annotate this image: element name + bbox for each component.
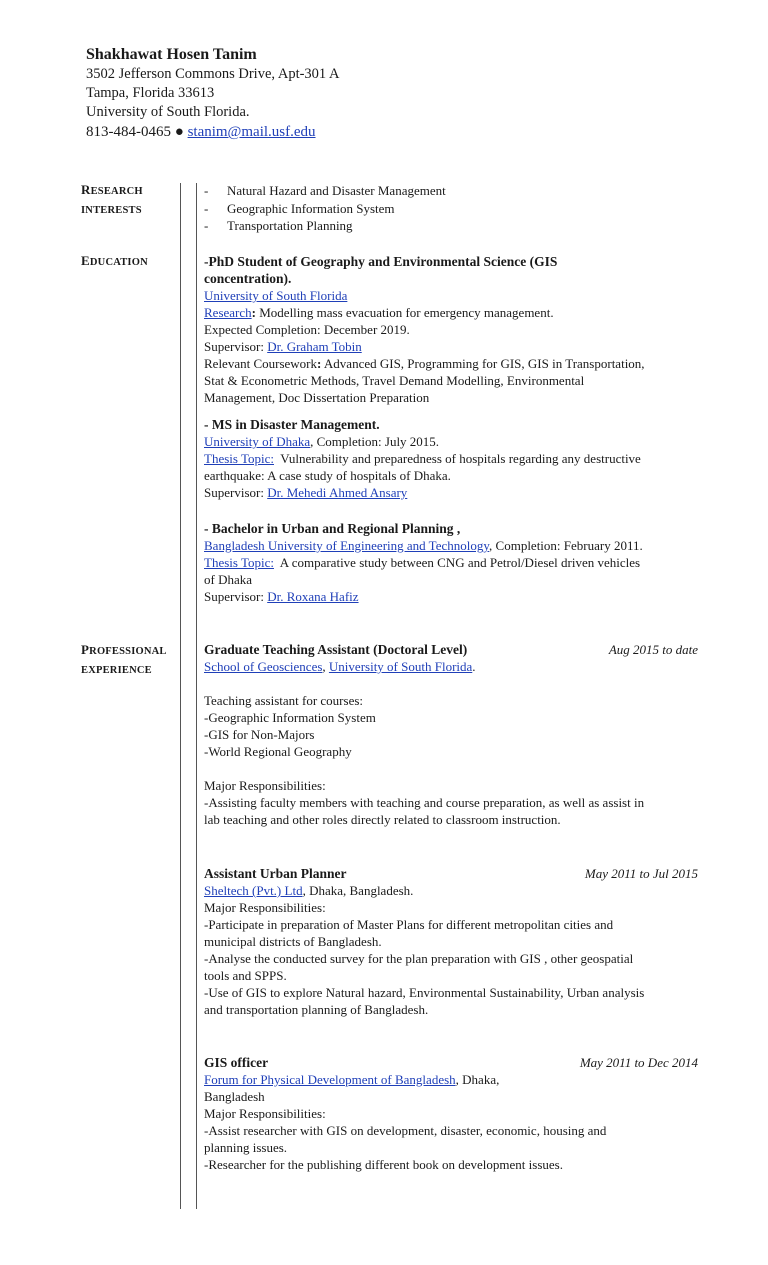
ms-title: - MS in Disaster Management.: [204, 417, 380, 432]
gis-date: May 2011 to Dec 2014: [579, 1055, 698, 1070]
gta-university-link[interactable]: University of South Florida: [328, 659, 473, 674]
gta-resp-label: Major Responsibilities:: [204, 778, 326, 793]
list-item: -Researcher for the publishing different book on development issues.: [204, 1157, 563, 1172]
gta-school-link[interactable]: School of Geosciences: [204, 659, 323, 674]
ms-thesis: Thesis Topic: Vulnerability and preparedness of hospitals regarding any destructive: [204, 451, 641, 466]
planner-date: May 2011 to Jul 2015: [584, 866, 698, 881]
bullet-separator: ●: [174, 124, 184, 140]
bachelor-thesis-line-2: of Dhaka: [204, 572, 253, 587]
bachelor-supervisor: Supervisor: Dr. Roxana Hafiz: [204, 589, 359, 604]
phd-coursework-line-2: Stat & Econometric Methods, Travel Demand Modelling, Environmental: [204, 373, 585, 388]
gis-resp-label: Major Responsibilities:: [204, 1106, 326, 1121]
phd-supervisor-link[interactable]: Dr. Graham Tobin: [267, 339, 362, 354]
address-line-1: 3502 Jefferson Commons Drive, Apt-301 A: [86, 66, 340, 82]
list-item: - Transportation Planning: [204, 218, 353, 233]
gta-resp-line-1: -Assisting faculty members with teaching and course preparation, as well as assist in: [204, 795, 645, 810]
email-link[interactable]: stanim@mail.usf.edu: [187, 124, 316, 140]
list-item: municipal districts of Bangladesh.: [204, 934, 382, 949]
list-item: -Participate in preparation of Master Plans for different metropolitan cities and: [204, 917, 614, 932]
experience-planner: Assistant Urban Planner May 2011 to Jul 2015 Sheltech (Pvt.) Ltd, Dhaka, Bangladesh. Major Responsibilities: -Participate in preparation of Master Plans for different metropolitan cities and municipal districts of Bangladesh. -Analyse the conducted survey for the plan preparation with GIS , other geospatial tools and SPPS. -Use of GIS to explore Natural hazard, Environmental Sustainability, Urban analysis and transportation planning of Bangladesh.: [204, 866, 698, 1017]
university-line: University of South Florida.: [86, 104, 250, 120]
address-line-2: Tampa, Florida 33613: [86, 85, 215, 101]
phd-title-line-2: concentration).: [204, 271, 292, 286]
phone-number: 813-484-0465: [86, 124, 171, 140]
ms-university-link[interactable]: University of Dhaka: [204, 434, 311, 449]
list-item: -World Regional Geography: [204, 744, 352, 759]
planner-resp-label: Major Responsibilities:: [204, 900, 326, 915]
list-item: -Use of GIS to explore Natural hazard, Environmental Sustainability, Urban analysis: [204, 985, 645, 1000]
list-item: -GIS for Non-Majors: [204, 727, 315, 742]
research-interests-list: [204, 182, 698, 235]
contact-line: [86, 122, 686, 143]
list-item: - Natural Hazard and Disaster Management: [204, 183, 446, 198]
section-label-research: RESEARCH INTERESTS: [81, 182, 143, 216]
bachelor-thesis: Thesis Topic: A comparative study between CNG and Petrol/Diesel driven vehicles: [204, 555, 641, 570]
experience-gis-officer: GIS officer May 2011 to Dec 2014 Forum for Physical Development of Bangladesh, Dhaka, Bangladesh Major Responsibilities: -Assist researcher with GIS on development, disaster, economic, housing and planning issues. -Researcher for the publishing different book on development issues.: [204, 1055, 698, 1172]
education-phd: [204, 253, 698, 406]
contact-header: [86, 44, 686, 143]
gta-date: Aug 2015 to date: [608, 642, 698, 657]
gis-title: GIS officer: [204, 1055, 269, 1070]
phd-coursework: Relevant Coursework: Advanced GIS, Programming for GIS, GIS in Transportation,: [204, 356, 645, 371]
vertical-divider-left: [180, 183, 181, 1209]
gta-title: Graduate Teaching Assistant (Doctoral Level): [204, 642, 468, 657]
bachelor-university-link[interactable]: Bangladesh University of Engineering and Technology: [204, 538, 490, 553]
gis-country: Bangladesh: [204, 1089, 265, 1104]
list-item: -Assist researcher with GIS on development, disaster, economic, housing and: [204, 1123, 607, 1138]
phd-expected: Expected Completion: December 2019.: [204, 322, 410, 337]
education-ms: - MS in Disaster Management. University of Dhaka, Completion: July 2015. Thesis Topic: Vulnerability and preparedness of hospitals regarding any destructive earthquake: A case study of hospitals of Dhaka. Supervisor: Dr. Mehedi Ahmed Ansary: [204, 416, 698, 501]
phd-university-link[interactable]: University of South Florida: [204, 288, 348, 303]
vertical-divider-right: [196, 183, 197, 1209]
ms-supervisor-link[interactable]: Dr. Mehedi Ahmed Ansary: [267, 485, 408, 500]
phd-research: Research: Modelling mass evacuation for emergency management.: [204, 305, 554, 320]
gta-courses-label: Teaching assistant for courses:: [204, 693, 364, 708]
gis-org-link[interactable]: Forum for Physical Development of Bangladesh: [204, 1072, 456, 1087]
phd-supervisor: Supervisor: Dr. Graham Tobin: [204, 339, 362, 354]
section-label-education: EDUCATION: [81, 253, 148, 268]
ms-thesis-line-2: earthquake: A case study of hospitals of Dhaka.: [204, 468, 451, 483]
planner-title: Assistant Urban Planner: [204, 866, 347, 881]
planner-org-link[interactable]: Sheltech (Pvt.) Ltd: [204, 883, 303, 898]
phd-coursework-line-3: Management, Doc Dissertation Preparation: [204, 390, 430, 405]
education-bachelor: - Bachelor in Urban and Regional Planning , Bangladesh University of Engineering and Technology, Completion: February 2011. Thesis Topic: A comparative study between CNG and Petrol/Diesel driven vehicles of Dhaka Supervisor: Dr. Roxana Hafiz: [204, 520, 698, 605]
section-label-professional: PROFESSIONAL EXPERIENCE: [81, 642, 167, 676]
list-item: tools and SPPS.: [204, 968, 287, 983]
phd-title-line-1: -PhD Student of Geography and Environmental Science (GIS: [204, 254, 558, 269]
list-item: -Geographic Information System: [204, 710, 376, 725]
ms-supervisor: Supervisor: Dr. Mehedi Ahmed Ansary: [204, 485, 408, 500]
gta-resp-line-2: lab teaching and other roles directly related to classroom instruction.: [204, 812, 561, 827]
list-item: and transportation planning of Bangladesh.: [204, 1002, 429, 1017]
applicant-name: Shakhawat Hosen Tanim: [86, 46, 257, 63]
bachelor-supervisor-link[interactable]: Dr. Roxana Hafiz: [267, 589, 359, 604]
list-item: -Analyse the conducted survey for the plan preparation with GIS , other geospatial: [204, 951, 634, 966]
experience-gta: Graduate Teaching Assistant (Doctoral Level) Aug 2015 to date School of Geosciences, University of South Florida. Teaching assistant for courses: -Geographic Information System -GIS for Non-Majors -World Regional Geography Major Responsibilities: -Assisting faculty members with teaching and course preparation, as well as assist in lab teaching and other roles directly related to classroom instruction.: [204, 642, 698, 827]
bachelor-title: - Bachelor in Urban and Regional Planning ,: [204, 521, 461, 536]
list-item: - Geographic Information System: [204, 200, 395, 216]
list-item: planning issues.: [204, 1140, 288, 1155]
